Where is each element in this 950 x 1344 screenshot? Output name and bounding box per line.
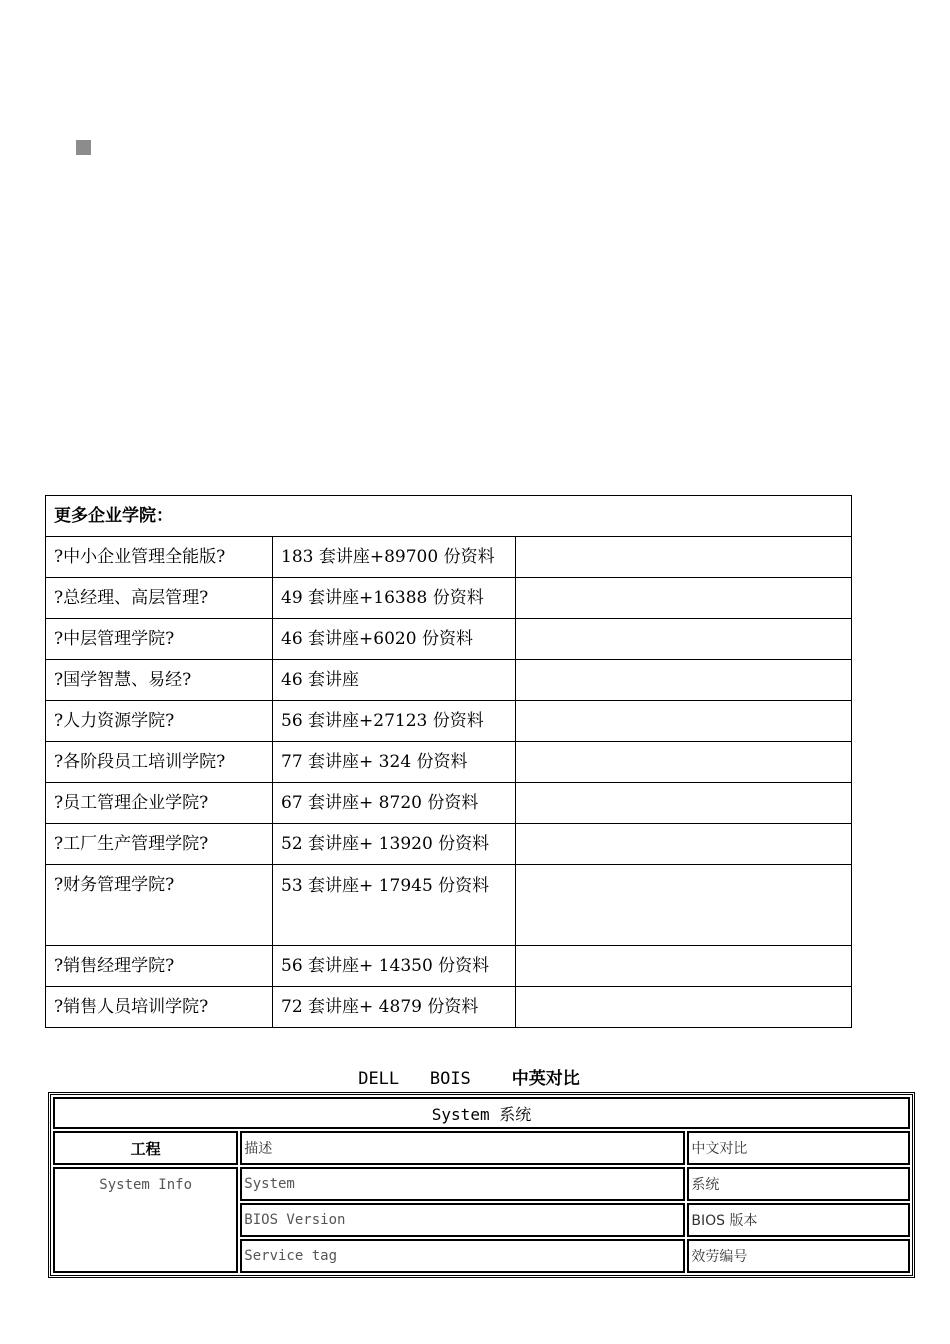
academy-name: ?员工管理企业学院? bbox=[46, 783, 273, 824]
academy-detail: 49 套讲座+16388 份资料 bbox=[273, 578, 516, 619]
col-header-item: 工程 bbox=[53, 1131, 238, 1165]
academy-name: ?国学智慧、易经? bbox=[46, 660, 273, 701]
academy-detail: 46 套讲座 bbox=[273, 660, 516, 701]
academy-header: 更多企业学院： bbox=[46, 496, 852, 537]
table-row bbox=[46, 946, 852, 987]
bios-desc: System bbox=[240, 1167, 685, 1201]
academy-name: ?工厂生产管理学院? bbox=[46, 824, 273, 865]
table-row bbox=[53, 1167, 910, 1201]
academy-extra bbox=[516, 660, 852, 701]
academy-name: ?人力资源学院? bbox=[46, 701, 273, 742]
academy-extra bbox=[516, 946, 852, 987]
bios-column-header-row bbox=[53, 1131, 910, 1165]
academy-name: ?总经理、高层管理? bbox=[46, 578, 273, 619]
table-row bbox=[46, 660, 852, 701]
bios-title-en: DELL BOIS bbox=[358, 1069, 471, 1089]
table-row bbox=[46, 578, 852, 619]
academy-table bbox=[45, 495, 852, 1028]
academy-name: ?财务管理学院? bbox=[46, 865, 273, 946]
academy-extra bbox=[516, 578, 852, 619]
col-header-cn: 中文对比 bbox=[687, 1131, 910, 1165]
table-row bbox=[46, 987, 852, 1028]
academy-name: ?中层管理学院? bbox=[46, 619, 273, 660]
table-row bbox=[46, 742, 852, 783]
academy-detail: 72 套讲座+ 4879 份资料 bbox=[273, 987, 516, 1028]
academy-extra bbox=[516, 987, 852, 1028]
table-row bbox=[46, 537, 852, 578]
academy-detail: 46 套讲座+6020 份资料 bbox=[273, 619, 516, 660]
table-row bbox=[46, 865, 852, 946]
academy-extra bbox=[516, 537, 852, 578]
bios-section-header: System 系统 bbox=[53, 1097, 910, 1129]
academy-detail: 52 套讲座+ 13920 份资料 bbox=[273, 824, 516, 865]
academy-detail: 183 套讲座+89700 份资料 bbox=[273, 537, 516, 578]
academy-extra bbox=[516, 865, 852, 946]
bios-item-name: System Info bbox=[53, 1167, 238, 1273]
academy-extra bbox=[516, 824, 852, 865]
table-row bbox=[46, 619, 852, 660]
academy-detail: 67 套讲座+ 8720 份资料 bbox=[273, 783, 516, 824]
academy-extra bbox=[516, 742, 852, 783]
table-row bbox=[46, 783, 852, 824]
bios-desc: Service tag bbox=[240, 1239, 685, 1273]
bios-section-row bbox=[53, 1097, 910, 1129]
bios-table bbox=[48, 1092, 915, 1278]
table-row bbox=[46, 701, 852, 742]
bios-desc: BIOS Version bbox=[240, 1203, 685, 1237]
academy-detail: 56 套讲座+ 14350 份资料 bbox=[273, 946, 516, 987]
bullet-square-icon bbox=[76, 140, 91, 155]
academy-name: ?中小企业管理全能版? bbox=[46, 537, 273, 578]
academy-name: ?销售人员培训学院? bbox=[46, 987, 273, 1028]
academy-extra bbox=[516, 783, 852, 824]
academy-detail: 77 套讲座+ 324 份资料 bbox=[273, 742, 516, 783]
bios-title bbox=[0, 1068, 938, 1090]
table-row bbox=[46, 824, 852, 865]
academy-name: ?各阶段员工培训学院? bbox=[46, 742, 273, 783]
bios-cn: 系统 bbox=[687, 1167, 910, 1201]
academy-header-row bbox=[46, 496, 852, 537]
bios-cn: BIOS 版本 bbox=[687, 1203, 910, 1237]
academy-extra bbox=[516, 619, 852, 660]
bios-cn: 效劳编号 bbox=[687, 1239, 910, 1273]
academy-extra bbox=[516, 701, 852, 742]
col-header-desc: 描述 bbox=[240, 1131, 685, 1165]
academy-detail: 56 套讲座+27123 份资料 bbox=[273, 701, 516, 742]
bios-title-cn: 中英对比 bbox=[511, 1069, 580, 1089]
academy-name: ?销售经理学院? bbox=[46, 946, 273, 987]
academy-detail: 53 套讲座+ 17945 份资料 bbox=[273, 865, 516, 946]
